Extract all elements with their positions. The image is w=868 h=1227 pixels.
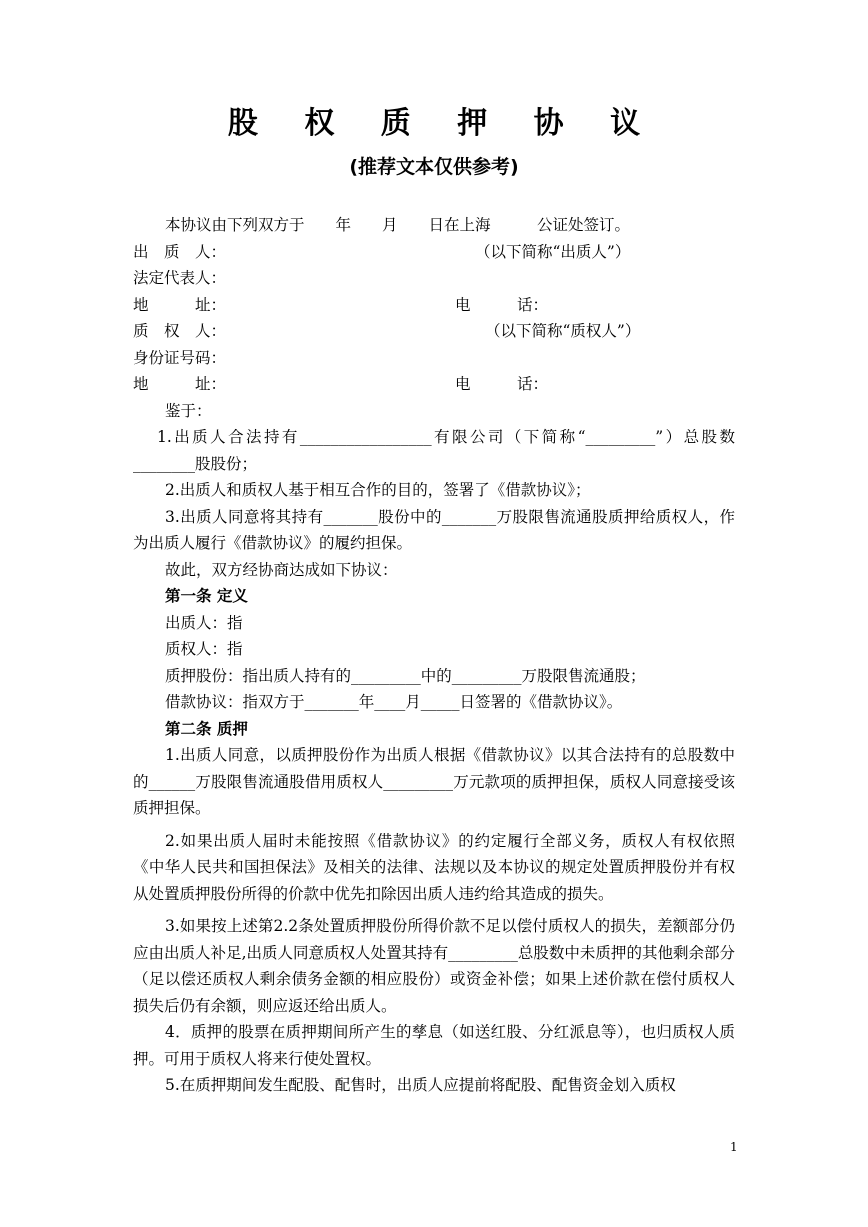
definition-item: 出质人：指 [165,613,243,632]
recital-2: 2.出质人和质权人基于相互合作的目的，签署了《借款协议》； [165,481,591,499]
pledgor-row [133,239,735,266]
pledgee-note: （以下简称“质权人”） [485,322,641,340]
phone-label-2: 电 话： [455,375,549,393]
recital-3: 3.出质人同意将其持有_______股份中的_______万股限售流通股质押给质权人，作为出质人履行《借款协议》的履约担保。 [133,507,735,552]
article-2-paragraph: 2.如果出质人届时未能按照《借款协议》的约定履行全部义务，质权人有权依照《中华人民共和国担保法》及相关的法律、法规以及本协议的规定处置质押股份并有权从处置质押股份所得的价款中优先扣除因出质人违约给其造成的损失。 [133,831,735,903]
legal-rep-label: 法定代表人： [133,269,227,287]
pledgee-row [133,318,735,345]
legal-rep-row [133,265,735,292]
document-body [133,212,735,1099]
intro-line: 本协议由下列双方于 年 月 日在上海 公证处签订。 [165,216,631,234]
id-row [133,345,735,372]
definition-item: 质押股份：指出质人持有的_________中的_________万股限售流通股； [165,666,646,685]
agreement-line: 故此，双方经协商达成如下协议： [165,560,398,579]
id-label: 身份证号码： [133,348,227,367]
address-row-2 [133,371,735,398]
address-row-1 [133,292,735,319]
document-title: 股 权 质 押 协 议 [227,106,659,141]
phone-label-1: 电 话： [455,295,549,314]
definition-item: 借款协议：指双方于_______年____月_____日签署的《借款协议》。 [165,693,623,711]
definition-item: 质权人：指 [165,640,243,658]
address-label-1: 地 址： [133,295,227,314]
article-2-paragraph: 1.出质人同意，以质押股份作为出质人根据《借款协议》以其合法持有的总股数中的______万股限售流通股借用质权人_________万元款项的质押担保，质权人同意接受该质押担保。 [133,746,735,817]
recital-1: 1.出质人合法持有_________________有限公司（下简称“_________”）总股数________股股份； [133,428,735,473]
pledgor-label: 出 质 人： [133,242,227,261]
article-2-paragraph: 4．质押的股票在质押期间所产生的孳息（如送红股、分红派息等），也归质权人质押。可用于质权人将来行使处置权。 [133,1023,735,1068]
article-2-paragraph: 5.在质押期间发生配股、配售时，出质人应提前将配股、配售资金划入质权 [165,1076,676,1094]
article-1-heading: 第一条 定义 [165,587,248,605]
article-2-paragraph: 3.如果按上述第2.2条处置质押股份所得价款不足以偿付质权人的损失，差额部分仍应由出质人补足,出质人同意质权人处置其持有_________总股数中未质押的其他剩余部分（足以偿还质权人剩余债务金额的相应股份）或资金补偿；如果上述价款在偿付质权人损失后仍有余额，则应返还给出质人。 [133,917,735,1015]
pledgee-label: 质 权 人： [133,322,227,340]
whereas-heading: 鉴于： [165,401,212,420]
address-label-2: 地 址： [133,375,227,393]
pledgor-note: （以下简称“出质人”） [475,242,631,261]
article-2-heading: 第二条 质押 [165,719,248,738]
page-number: 1 [730,1140,738,1154]
document-subtitle: (推荐文本仅供参考) [349,156,519,178]
